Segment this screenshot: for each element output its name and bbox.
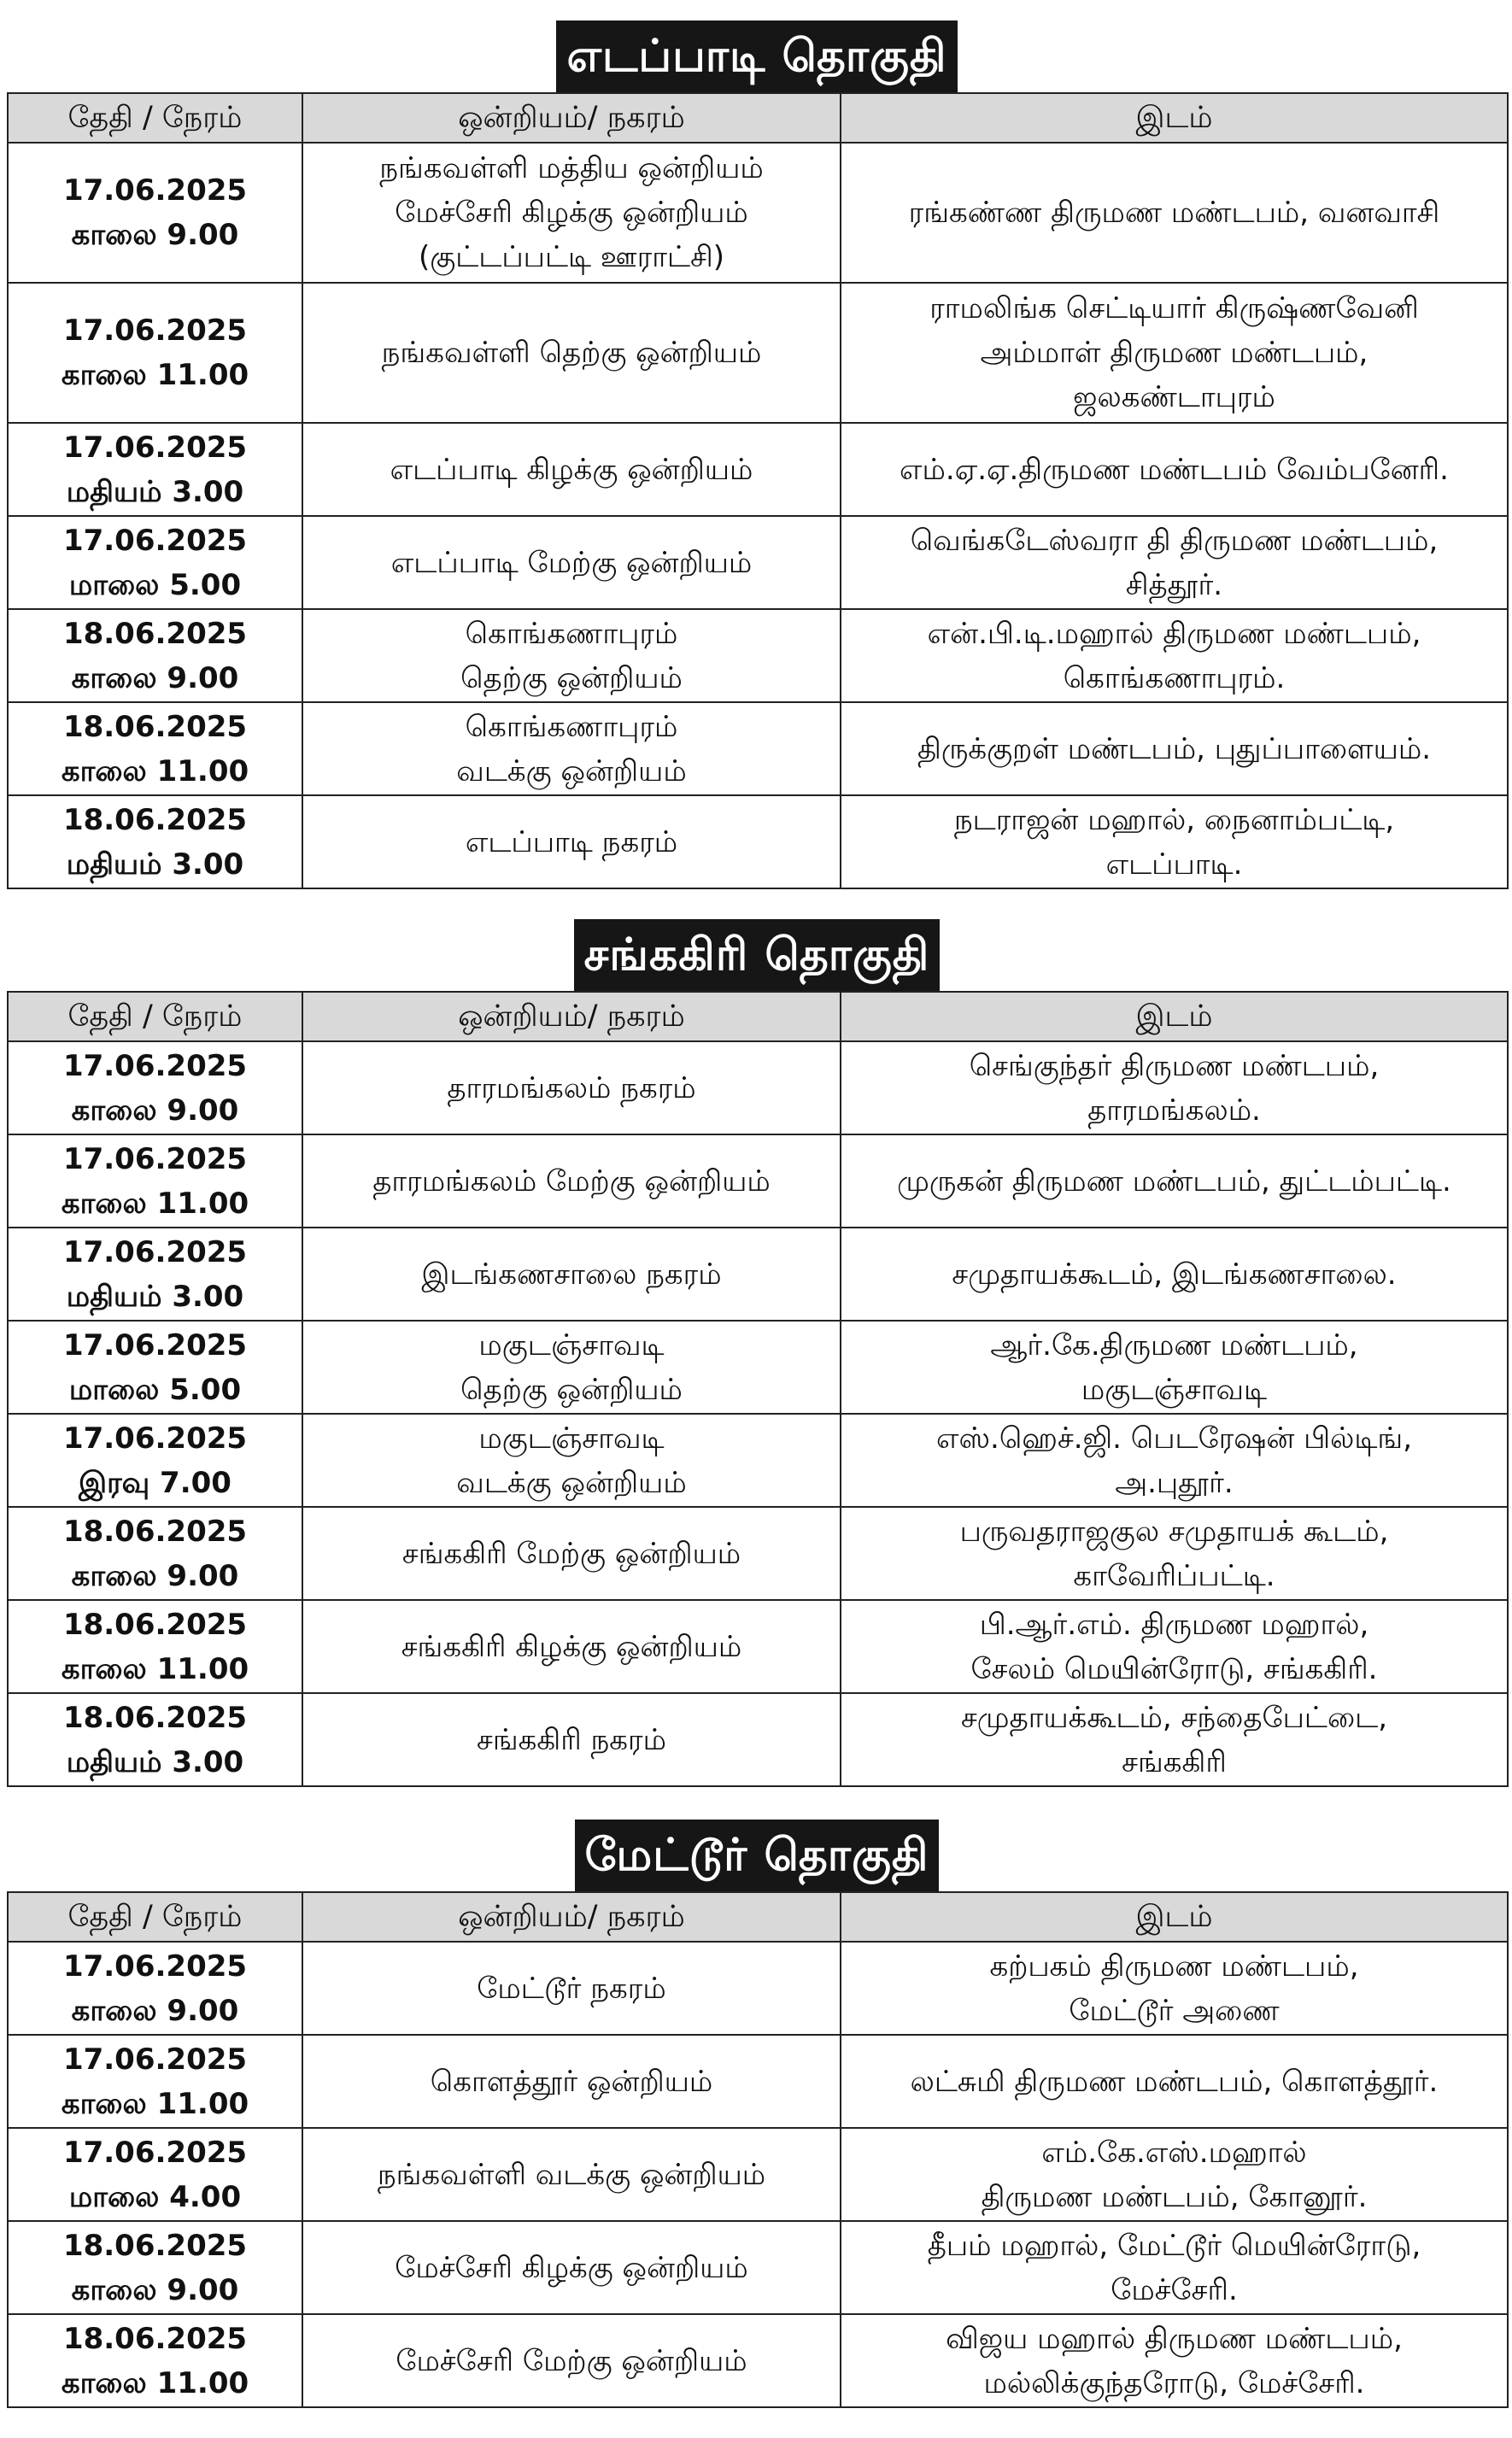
union-line: மேச்சேரி கிழக்கு ஒன்றியம் (395, 196, 748, 230)
date-text: 17.06.2025 (62, 1141, 248, 1176)
time-text: காலை 9.00 (71, 218, 239, 252)
union-line: எடப்பாடி கிழக்கு ஒன்றியம் (390, 452, 753, 487)
union-line: சங்ககிரி நகரம் (477, 1722, 666, 1757)
venue-line: மேட்டூர் அணை (1069, 1993, 1280, 2028)
union-town-cell (302, 1041, 841, 1134)
table-row (8, 1507, 1508, 1600)
date-time-cell (8, 2128, 302, 2221)
union-town-cell (302, 1228, 841, 1321)
date-time-cell (8, 1693, 302, 1786)
union-line: கொங்கணாபுரம் (465, 616, 678, 651)
time-text: இரவு 7.00 (79, 1465, 231, 1500)
venue-line: லட்சுமி திருமண மண்டபம், கொளத்தூர். (910, 2064, 1439, 2099)
date-text: 18.06.2025 (62, 616, 248, 651)
time-text: காலை 9.00 (71, 660, 239, 695)
header-date-time: தேதி / நேரம் (8, 992, 302, 1041)
venue-cell (841, 2035, 1508, 2128)
union-line: தெற்கு ஒன்றியம் (460, 660, 683, 695)
venue-cell (841, 1507, 1508, 1600)
union-line: எடப்பாடி மேற்கு ஒன்றியம் (390, 545, 753, 580)
date-text: 18.06.2025 (62, 1607, 248, 1642)
venue-line: சேலம் மெயின்ரோடு, சங்ககிரி. (970, 1651, 1378, 1686)
union-town-cell (302, 1942, 841, 2035)
date-time-cell (8, 1134, 302, 1228)
time-text: காலை 11.00 (61, 1186, 249, 1221)
union-line: நங்கவள்ளி மத்திய ஒன்றியம் (379, 151, 764, 185)
union-town-cell (302, 1693, 841, 1786)
venue-line: திருக்குறள் மண்டபம், புதுப்பாளையம். (917, 731, 1432, 766)
union-line: சங்ககிரி மேற்கு ஒன்றியம் (401, 1536, 741, 1571)
table-row (8, 1041, 1508, 1134)
table-row (8, 1228, 1508, 1321)
venue-cell (841, 423, 1508, 516)
venue-line: ராமலிங்க செட்டியார் கிருஷ்ணவேனி (929, 291, 1419, 325)
venue-cell (841, 283, 1508, 423)
date-time-cell (8, 1321, 302, 1414)
cropped-top-text (0, 0, 1512, 12)
venue-line: முருகன் திருமண மண்டபம், துட்டம்பட்டி. (897, 1163, 1451, 1198)
union-line: தெற்கு ஒன்றியம் (460, 1372, 683, 1407)
venue-line: பருவதராஜகுல சமுதாயக் கூடம், (959, 1514, 1389, 1549)
table-header-row (8, 1892, 1508, 1942)
venue-cell (841, 143, 1508, 283)
venue-cell (841, 516, 1508, 609)
table-row (8, 1134, 1508, 1228)
time-text: காலை 9.00 (71, 1093, 239, 1128)
table-row (8, 143, 1508, 283)
time-text: காலை 9.00 (71, 1558, 239, 1593)
header-union-town: ஒன்றியம்/ நகரம் (302, 93, 841, 143)
time-text: மாலை 4.00 (68, 2179, 242, 2214)
time-text: மதியம் 3.00 (66, 1279, 244, 1314)
venue-cell (841, 1414, 1508, 1507)
time-text: மதியம் 3.00 (66, 1744, 244, 1779)
union-town-cell (302, 702, 841, 795)
venue-cell (841, 1942, 1508, 2035)
time-text: மதியம் 3.00 (66, 474, 244, 509)
date-time-cell (8, 1041, 302, 1134)
date-text: 18.06.2025 (62, 2321, 248, 2356)
union-line: கொளத்தூர் ஒன்றியம் (430, 2064, 713, 2099)
union-town-cell (302, 1134, 841, 1228)
union-line: (குட்டப்பட்டி ஊராட்சி) (418, 240, 724, 274)
date-time-cell (8, 795, 302, 888)
date-time-cell (8, 423, 302, 516)
date-time-cell (8, 609, 302, 702)
date-text: 17.06.2025 (62, 2135, 248, 2170)
venue-line: சமுதாயக்கூடம், சந்தைபேட்டை, (960, 1700, 1388, 1735)
section-title-wrap (7, 21, 1507, 92)
table-row (8, 1414, 1508, 1507)
venue-line: ஜலகண்டாபுரம் (1073, 380, 1275, 414)
venue-cell (841, 1600, 1508, 1693)
venue-cell (841, 1321, 1508, 1414)
venue-line: அம்மாள் திருமண மண்டபம், (980, 336, 1368, 370)
union-line: மேட்டூர் நகரம் (477, 1971, 666, 2006)
venue-cell (841, 1693, 1508, 1786)
header-venue: இடம் (841, 992, 1508, 1041)
union-town-cell (302, 609, 841, 702)
time-text: காலை 11.00 (61, 358, 249, 392)
venue-cell (841, 609, 1508, 702)
header-date-time: தேதி / நேரம் (8, 1892, 302, 1942)
date-text: 18.06.2025 (62, 1700, 248, 1735)
union-line: இடங்கணசாலை நகரம் (421, 1257, 722, 1292)
table-row (8, 1942, 1508, 2035)
date-text: 17.06.2025 (62, 1949, 248, 1984)
venue-line: எடப்பாடி. (1105, 847, 1243, 882)
section-title: மேட்டூர் தொகுதி (575, 1820, 940, 1891)
date-time-cell (8, 702, 302, 795)
venue-line: செங்குந்தர் திருமண மண்டபம், (969, 1048, 1380, 1083)
header-date-time: தேதி / நேரம் (8, 93, 302, 143)
venue-line: அ.புதூர். (1115, 1465, 1234, 1500)
union-town-cell (302, 2035, 841, 2128)
union-line: எடப்பாடி நகரம் (465, 824, 678, 859)
union-line: தாரமங்கலம் நகரம் (447, 1070, 696, 1105)
date-text: 17.06.2025 (62, 1048, 248, 1083)
date-text: 17.06.2025 (62, 430, 248, 465)
venue-line: எம்.கே.எஸ்.மஹால் (1041, 2135, 1307, 2170)
union-line: தாரமங்கலம் மேற்கு ஒன்றியம் (372, 1163, 771, 1198)
union-line: கொங்கணாபுரம் (465, 709, 678, 744)
time-text: காலை 9.00 (71, 1993, 239, 2028)
venue-line: தீபம் மஹால், மேட்டூர் மெயின்ரோடு, (927, 2228, 1421, 2263)
time-text: மாலை 5.00 (68, 567, 242, 602)
time-text: காலை 11.00 (61, 753, 249, 788)
date-text: 17.06.2025 (62, 1327, 248, 1363)
section-title-wrap (7, 1820, 1507, 1891)
venue-cell (841, 1228, 1508, 1321)
venue-line: ஆர்.கே.திருமண மண்டபம், (990, 1327, 1358, 1363)
venue-line: எஸ்.ஹெச்.ஜி. பெடரேஷன் பில்டிங், (935, 1421, 1413, 1456)
table-header-row (8, 992, 1508, 1041)
date-time-cell (8, 1600, 302, 1693)
venue-line: சித்தூர். (1125, 567, 1223, 602)
table-header-row (8, 93, 1508, 143)
union-town-cell (302, 2314, 841, 2407)
venue-line: எம்.ஏ.ஏ.திருமண மண்டபம் வேம்பனேரி. (900, 452, 1449, 487)
date-time-cell (8, 1507, 302, 1600)
table-row (8, 1321, 1508, 1414)
union-town-cell (302, 516, 841, 609)
table-row (8, 516, 1508, 609)
union-line: மகுடஞ்சாவடி (478, 1327, 665, 1363)
union-town-cell (302, 1321, 841, 1414)
table-row (8, 609, 1508, 702)
date-text: 17.06.2025 (62, 314, 248, 348)
date-time-cell (8, 516, 302, 609)
union-town-cell (302, 795, 841, 888)
union-line: வடக்கு ஒன்றியம் (456, 1465, 687, 1500)
venue-line: கற்பகம் திருமண மண்டபம், (989, 1949, 1359, 1984)
date-text: 17.06.2025 (62, 2042, 248, 2077)
venue-line: சமுதாயக்கூடம், இடங்கணசாலை. (952, 1257, 1397, 1292)
union-town-cell (302, 2221, 841, 2314)
venue-line: கொங்கணாபுரம். (1063, 660, 1286, 695)
union-line: நங்கவள்ளி தெற்கு ஒன்றியம் (381, 336, 762, 370)
date-text: 18.06.2025 (62, 802, 248, 837)
header-union-town: ஒன்றியம்/ நகரம் (302, 1892, 841, 1942)
table-row (8, 795, 1508, 888)
date-text: 17.06.2025 (62, 523, 248, 558)
venue-cell (841, 2314, 1508, 2407)
date-time-cell (8, 2314, 302, 2407)
union-town-cell (302, 1507, 841, 1600)
table-row (8, 2314, 1508, 2407)
venue-line: விஜய மஹால் திருமண மண்டபம், (946, 2321, 1403, 2356)
header-union-town: ஒன்றியம்/ நகரம் (302, 992, 841, 1041)
venue-line: மகுடஞ்சாவடி (1081, 1372, 1268, 1407)
union-line: மேச்சேரி கிழக்கு ஒன்றியம் (395, 2250, 748, 2285)
venue-line: திருமண மண்டபம், கோனூர். (981, 2179, 1368, 2214)
date-time-cell (8, 1228, 302, 1321)
table-row (8, 1600, 1508, 1693)
table-row (8, 2128, 1508, 2221)
time-text: காலை 11.00 (61, 2086, 249, 2121)
date-text: 17.06.2025 (62, 173, 248, 208)
header-venue: இடம் (841, 1892, 1508, 1942)
table-row (8, 283, 1508, 423)
union-town-cell (302, 2128, 841, 2221)
venue-cell (841, 702, 1508, 795)
union-town-cell (302, 423, 841, 516)
date-time-cell (8, 143, 302, 283)
date-time-cell (8, 2035, 302, 2128)
venue-line: மல்லிக்குந்தரோடு, மேச்சேரி. (983, 2365, 1365, 2400)
date-text: 17.06.2025 (62, 1421, 248, 1456)
date-time-cell (8, 1942, 302, 2035)
date-text: 18.06.2025 (62, 709, 248, 744)
venue-line: மேச்சேரி. (1111, 2272, 1238, 2307)
venue-line: ரங்கண்ண திருமண மண்டபம், வனவாசி (908, 196, 1440, 230)
date-text: 17.06.2025 (62, 1234, 248, 1269)
header-venue: இடம் (841, 93, 1508, 143)
section-title: சங்ககிரி தொகுதி (574, 919, 941, 991)
union-line: நங்கவள்ளி வடக்கு ஒன்றியம் (377, 2157, 766, 2192)
venue-line: சங்ககிரி (1122, 1744, 1227, 1779)
union-line: மேச்சேரி மேற்கு ஒன்றியம் (396, 2343, 747, 2378)
date-time-cell (8, 283, 302, 423)
table-row (8, 702, 1508, 795)
date-time-cell (8, 1414, 302, 1507)
table-row (8, 2035, 1508, 2128)
venue-cell (841, 795, 1508, 888)
venue-line: என்.பி.டி.மஹால் திருமண மண்டபம், (927, 616, 1421, 651)
section-title-wrap (7, 919, 1507, 991)
venue-line: பி.ஆர்.எம். திருமண மஹால், (979, 1607, 1369, 1642)
union-line: வடக்கு ஒன்றியம் (456, 753, 687, 788)
venue-line: காவேரிப்பட்டி. (1073, 1558, 1275, 1593)
venue-cell (841, 1134, 1508, 1228)
union-town-cell (302, 143, 841, 283)
date-text: 18.06.2025 (62, 2228, 248, 2263)
table-row (8, 1693, 1508, 1786)
time-text: மதியம் 3.00 (66, 847, 244, 882)
table-row (8, 2221, 1508, 2314)
time-text: காலை 11.00 (61, 1651, 249, 1686)
time-text: மாலை 5.00 (68, 1372, 242, 1407)
venue-cell (841, 2221, 1508, 2314)
date-time-cell (8, 2221, 302, 2314)
table-row (8, 423, 1508, 516)
union-town-cell (302, 283, 841, 423)
venue-cell (841, 2128, 1508, 2221)
venue-line: வெங்கடேஸ்வரா தி திருமண மண்டபம், (910, 523, 1439, 558)
schedule-table (7, 991, 1509, 1787)
union-line: மகுடஞ்சாவடி (478, 1421, 665, 1456)
time-text: காலை 9.00 (71, 2272, 239, 2307)
section-title: எடப்பாடி தொகுதி (556, 21, 957, 92)
venue-line: தாரமங்கலம். (1087, 1093, 1261, 1128)
union-line: சங்ககிரி கிழக்கு ஒன்றியம் (401, 1629, 742, 1664)
union-town-cell (302, 1600, 841, 1693)
schedule-table (7, 1891, 1509, 2408)
venue-line: நடராஜன் மஹால், நைனாம்பட்டி, (953, 802, 1395, 837)
time-text: காலை 11.00 (61, 2365, 249, 2400)
union-town-cell (302, 1414, 841, 1507)
date-text: 18.06.2025 (62, 1514, 248, 1549)
venue-cell (841, 1041, 1508, 1134)
schedule-table (7, 92, 1509, 889)
